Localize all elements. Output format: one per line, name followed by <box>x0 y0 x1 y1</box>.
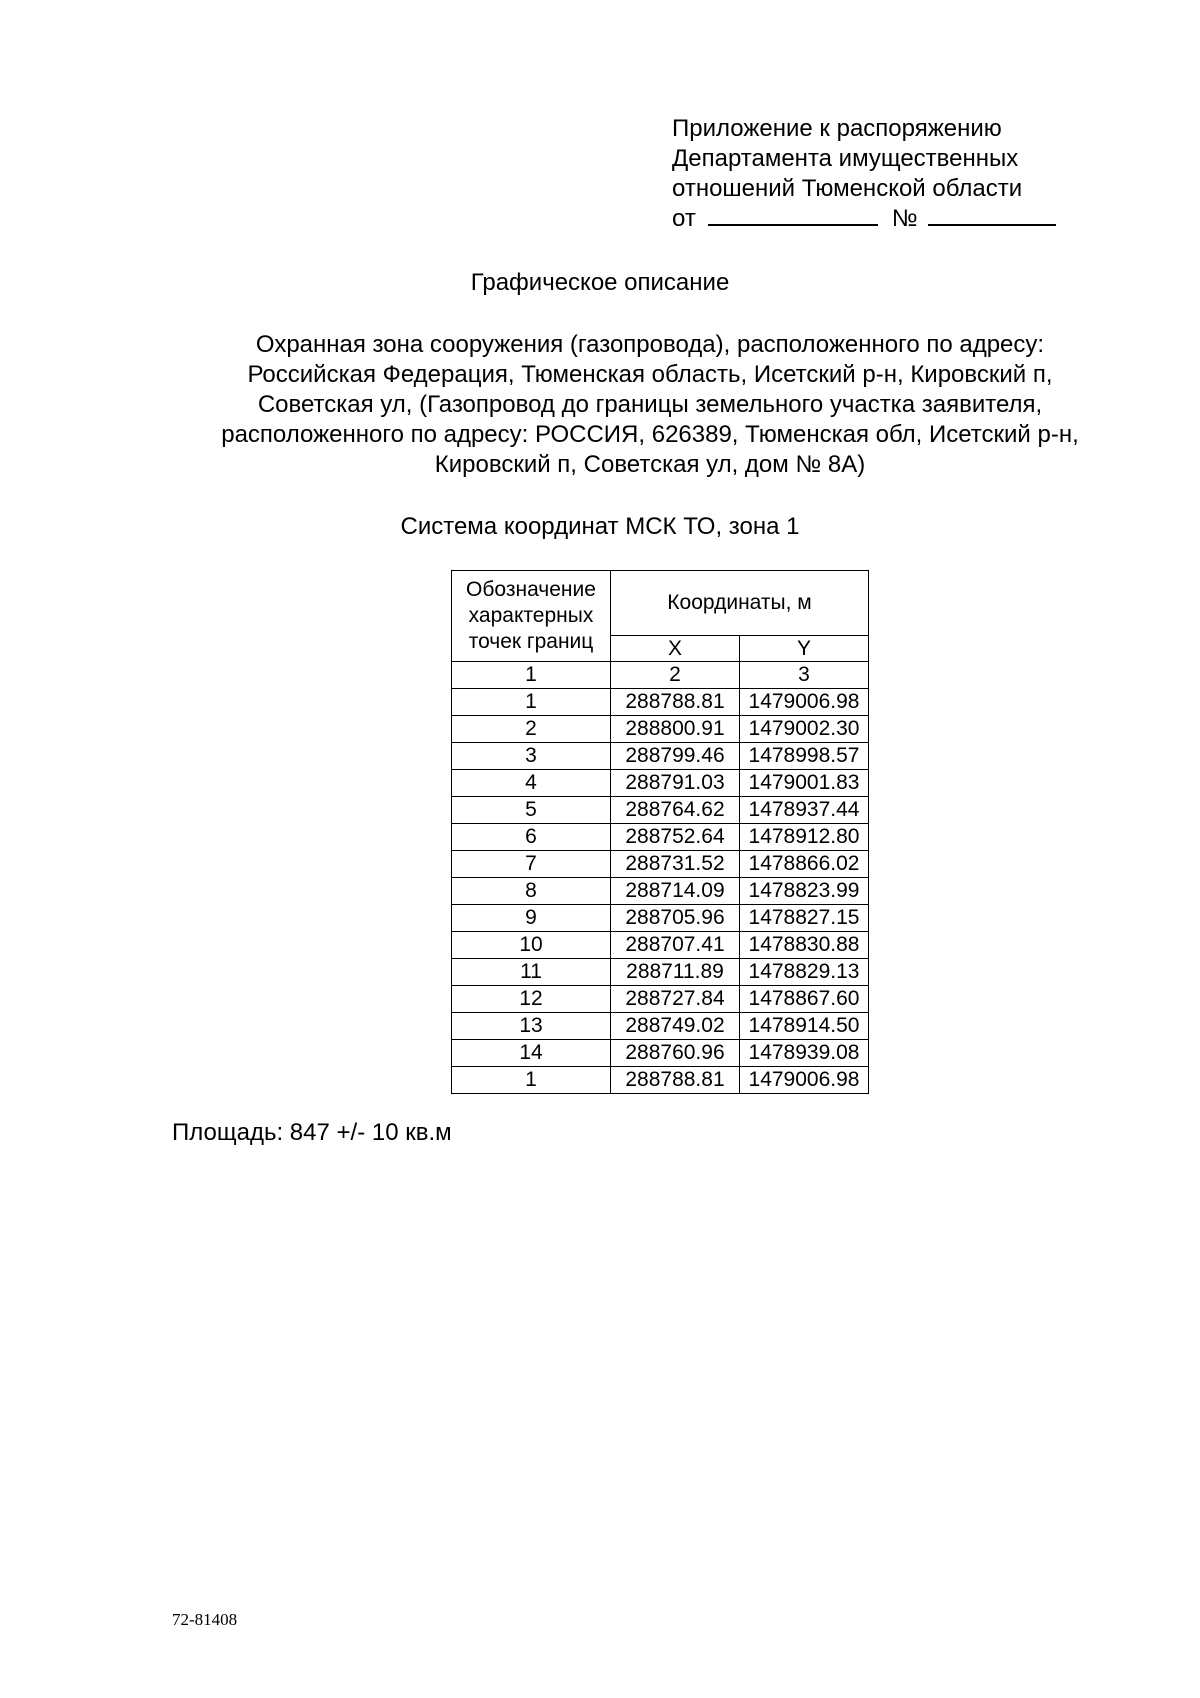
y-cell: 1479001.83 <box>740 770 869 797</box>
y-cell: 1478827.15 <box>740 905 869 932</box>
appendix-line-2: Департамента имущественных <box>672 145 1019 172</box>
y-cell: 1478912.80 <box>740 824 869 851</box>
appendix-line-1: Приложение к распоряжению <box>672 115 1002 142</box>
points-header-line-3: точек границ <box>468 630 594 653</box>
from-label: от <box>672 205 696 232</box>
y-cell: 1479002.30 <box>740 716 869 743</box>
point-cell: 1 <box>452 689 611 716</box>
point-cell: 3 <box>452 743 611 770</box>
point-cell: 14 <box>452 1040 611 1067</box>
table-row <box>452 1067 869 1094</box>
x-cell: 288711.89 <box>611 959 740 986</box>
table-row <box>452 986 869 1013</box>
coordinate-system-label: Система координат МСК ТО, зона 1 <box>400 513 800 540</box>
table-row <box>452 716 869 743</box>
x-cell: 288727.84 <box>611 986 740 1013</box>
zone-description <box>150 330 1150 480</box>
description-line-3: Советская ул, (Газопровод до границы земельного участка заявителя, <box>257 391 1043 418</box>
x-cell: 288800.91 <box>611 716 740 743</box>
x-cell: 288707.41 <box>611 932 740 959</box>
y-cell: 1478866.02 <box>740 851 869 878</box>
table-row <box>452 1040 869 1067</box>
description-line-2: Российская Федерация, Тюменская область, Исетский р-н, Кировский п, <box>247 361 1053 388</box>
points-header-line-1: Обозначение <box>466 578 596 601</box>
y-cell: 1478830.88 <box>740 932 869 959</box>
y-cell: 1479006.98 <box>740 1067 869 1094</box>
x-cell: 288788.81 <box>611 1067 740 1094</box>
x-cell: 288791.03 <box>611 770 740 797</box>
y-cell: 1478937.44 <box>740 797 869 824</box>
y-cell: 1478939.08 <box>740 1040 869 1067</box>
table-row <box>452 851 869 878</box>
appendix-block <box>672 114 1056 234</box>
description-line-4: расположенного по адресу: РОССИЯ, 626389, Тюменская обл, Исетский р-н, <box>221 421 1079 448</box>
x-cell: 288764.62 <box>611 797 740 824</box>
date-blank-field <box>708 204 878 226</box>
description-line-5: Кировский п, Советская ул, дом № 8А) <box>434 451 866 478</box>
point-cell: 4 <box>452 770 611 797</box>
y-cell: 1478829.13 <box>740 959 869 986</box>
x-cell: 288799.46 <box>611 743 740 770</box>
table-row <box>452 770 869 797</box>
x-cell: 288760.96 <box>611 1040 740 1067</box>
table-row <box>452 1013 869 1040</box>
table-row <box>452 878 869 905</box>
area-label: Площадь: 847 +/- 10 кв.м <box>172 1119 452 1146</box>
y-cell: 1478914.50 <box>740 1013 869 1040</box>
appendix-line-3: отношений Тюменской области <box>672 175 1023 202</box>
coordinates-column-header: Координаты, м <box>611 571 869 636</box>
x-cell: 288705.96 <box>611 905 740 932</box>
x-cell: 288749.02 <box>611 1013 740 1040</box>
y-cell: 1478867.60 <box>740 986 869 1013</box>
point-cell: 2 <box>452 716 611 743</box>
points-header-line-2: характерных <box>468 604 594 627</box>
point-cell: 8 <box>452 878 611 905</box>
number-label: № <box>891 205 918 232</box>
points-column-header <box>452 571 611 662</box>
point-cell: 10 <box>452 932 611 959</box>
table-row <box>452 959 869 986</box>
table-row <box>452 689 869 716</box>
x-cell: 288788.81 <box>611 689 740 716</box>
point-cell: 5 <box>452 797 611 824</box>
point-cell: 13 <box>452 1013 611 1040</box>
appendix-date-number-line <box>672 204 1056 234</box>
table-row <box>452 797 869 824</box>
point-cell: 12 <box>452 986 611 1013</box>
document-title: Графическое описание <box>470 269 730 296</box>
point-cell: 7 <box>452 851 611 878</box>
index-cell-1: 1 <box>452 662 611 689</box>
point-cell: 9 <box>452 905 611 932</box>
x-cell: 288714.09 <box>611 878 740 905</box>
x-cell: 288752.64 <box>611 824 740 851</box>
point-cell: 1 <box>452 1067 611 1094</box>
table-row <box>452 905 869 932</box>
coordinates-table <box>451 570 869 1094</box>
index-cell-3: 3 <box>740 662 869 689</box>
table-row <box>452 743 869 770</box>
table-row <box>452 932 869 959</box>
number-blank-field <box>928 204 1056 226</box>
x-cell: 288731.52 <box>611 851 740 878</box>
y-column-header: Y <box>740 636 869 662</box>
index-cell-2: 2 <box>611 662 740 689</box>
point-cell: 11 <box>452 959 611 986</box>
y-cell: 1479006.98 <box>740 689 869 716</box>
point-cell: 6 <box>452 824 611 851</box>
y-cell: 1478823.99 <box>740 878 869 905</box>
description-line-1: Охранная зона сооружения (газопровода), расположенного по адресу: <box>255 331 1045 358</box>
y-cell: 1478998.57 <box>740 743 869 770</box>
document-code: 72-81408 <box>172 1610 238 1629</box>
table-row <box>452 824 869 851</box>
x-column-header: X <box>611 636 740 662</box>
